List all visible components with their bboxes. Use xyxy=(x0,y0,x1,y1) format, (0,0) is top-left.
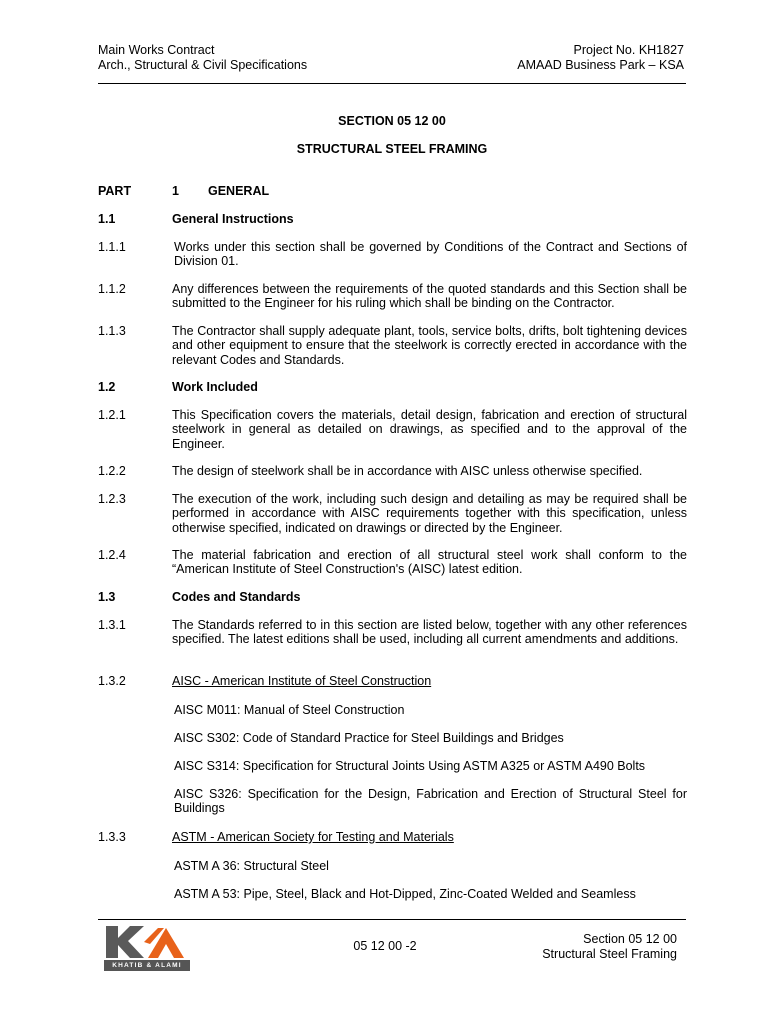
section-name: STRUCTURAL STEEL FRAMING xyxy=(296,142,488,156)
clause-number: 1.1.2 xyxy=(98,282,126,296)
clause-text: This Specification covers the materials, detail design, fabrication and erection of structural steelwork in general as detailed on drawings, as specified and to the approval of the Engineer. xyxy=(172,408,687,451)
header-right xyxy=(517,43,684,73)
header-project-name: AMAAD Business Park – KSA xyxy=(517,58,684,72)
clause-text: Works under this section shall be governed by Conditions of the Contract and Sections of Division 01. xyxy=(174,240,687,269)
clause-text: The material fabrication and erection of all structural steel work shall conform to the “American Institute of Steel Construction's (AISC) latest edition. xyxy=(172,548,687,577)
clause-text: The execution of the work, including such design and detailing as may be required shall be performed in accordance with AISC requirements together with this specification, unless otherwise specified, indicated on drawings or directed by the Engineer. xyxy=(172,492,687,535)
clause-number: 1.3.2 xyxy=(98,674,126,688)
logo-text: KHATIB & ALAMI xyxy=(104,960,190,971)
heading-text: Codes and Standards xyxy=(172,590,301,604)
heading-number: 1.2 xyxy=(98,380,116,394)
footer-right xyxy=(542,932,677,962)
heading-text: General Instructions xyxy=(172,212,294,226)
standard-text: AISC S302: Code of Standard Practice for Steel Buildings and Bridges xyxy=(174,731,564,745)
clause-number: 1.2.2 xyxy=(98,464,126,478)
clause-number: 1.2.3 xyxy=(98,492,126,506)
clause-number: 1.3.3 xyxy=(98,830,126,844)
clause-number: 1.1.3 xyxy=(98,324,126,338)
header-contract: Main Works Contract xyxy=(98,43,215,57)
logo-mark-icon xyxy=(104,924,190,960)
standard-text: ASTM A 36: Structural Steel xyxy=(174,859,329,873)
standards-body-aisc: AISC - American Institute of Steel Construction xyxy=(172,674,432,688)
footer-divider xyxy=(98,919,686,920)
page-number: 05 12 00 -2 xyxy=(353,939,417,953)
part-title: GENERAL xyxy=(208,184,270,198)
part-label: PART xyxy=(98,184,132,198)
standard-text: ASTM A 53: Pipe, Steel, Black and Hot-Dipped, Zinc-Coated Welded and Seamless xyxy=(174,887,636,901)
clause-text: The Standards referred to in this section are listed below, together with any other references specified. The latest editions shall be used, including all current amendments and additions. xyxy=(172,618,687,647)
heading-number: 1.3 xyxy=(98,590,116,604)
clause-text: The design of steelwork shall be in accordance with AISC unless otherwise specified. xyxy=(172,464,643,478)
clause-text: The Contractor shall supply adequate plant, tools, service bolts, drifts, bolt tightening devices and other equipment to ensure that the steelwork is correctly erected in accordance with the relevant Codes and Standards. xyxy=(172,324,687,367)
header-specifications: Arch., Structural & Civil Specifications xyxy=(98,58,308,72)
clause-text: Any differences between the requirements of the quoted standards and this Section shall be submitted to the Engineer for his ruling which shall be binding on the Contractor. xyxy=(172,282,687,311)
company-logo xyxy=(104,924,190,972)
standard-text: AISC S326: Specification for the Design, Fabrication and Erection of Structural Steel for Buildings xyxy=(174,787,687,816)
part-number: 1 xyxy=(172,184,179,198)
footer-section-name: Structural Steel Framing xyxy=(542,947,677,961)
header-left xyxy=(98,43,307,73)
standard-text: AISC S314: Specification for Structural Joints Using ASTM A325 or ASTM A490 Bolts xyxy=(174,759,646,773)
standard-text: AISC M011: Manual of Steel Construction xyxy=(174,703,405,717)
section-title: SECTION 05 12 00 xyxy=(338,114,446,128)
clause-number: 1.3.1 xyxy=(98,618,126,632)
heading-text: Work Included xyxy=(172,380,258,394)
clause-number: 1.2.1 xyxy=(98,408,126,422)
footer-section-number: Section 05 12 00 xyxy=(583,932,677,946)
clause-number: 1.2.4 xyxy=(98,548,126,562)
standards-body-astm: ASTM - American Society for Testing and Materials xyxy=(172,830,454,844)
header-project-number: Project No. KH1827 xyxy=(573,43,684,57)
header-divider xyxy=(98,83,686,84)
heading-number: 1.1 xyxy=(98,212,116,226)
clause-number: 1.1.1 xyxy=(98,240,126,254)
